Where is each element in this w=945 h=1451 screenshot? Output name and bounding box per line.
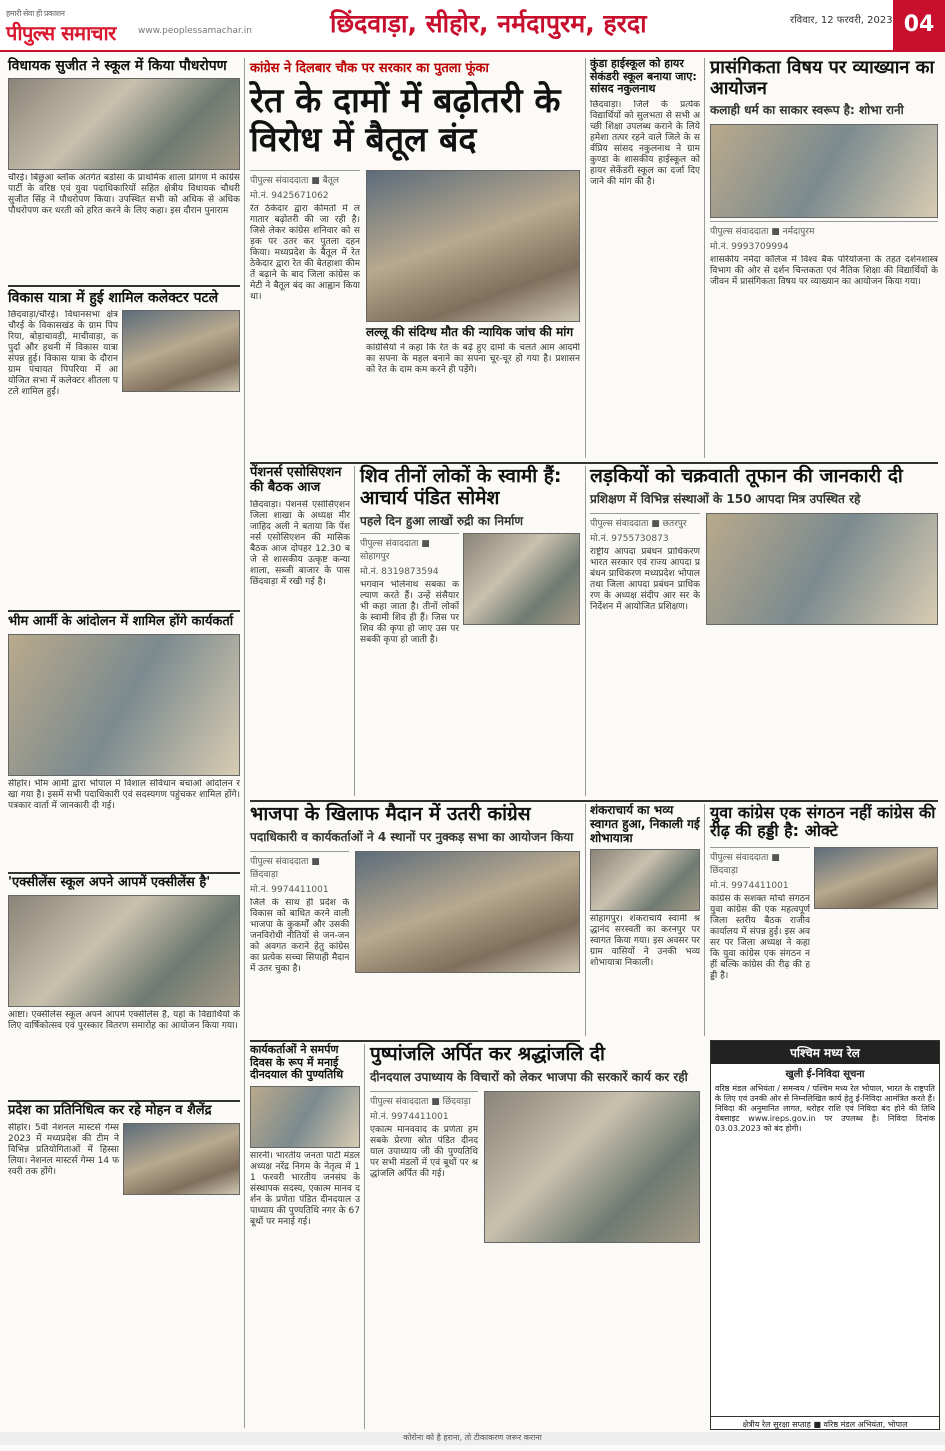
article-body: सारनी। भारतीय जनता पार्टी मंडल अध्यक्ष नरेंद्र निगम के नेतृत्व में 11 फरवरी भारतीय जनसंघ के संस्थापक सदस्य, एकात्म मानव दर्शन के प्रणेता पंडित दीनदयाल उपाध्याय की पुण्यतिथि नगर के 67 बूथों पर मनाई गई। [250,1150,360,1227]
news-photo [706,513,938,625]
headline: 'एक्सीलेंस स्कूल अपने आपमें एक्सीलेंस है' [8,875,211,890]
article-tree-planting [8,58,240,261]
article-betul-bandh [250,58,580,387]
headline: प्रासंगिकता विषय पर व्याख्यान का आयोजन [710,57,935,99]
mobile-number: मो.नं. 9974411001 [710,880,789,891]
mobile-number: मो.नं. 9755730873 [590,533,669,544]
article-body: एकात्म मानववाद के प्रणेता हम सबके प्रेरणा स्रोत पंडित दीनदयाल उपाध्याय जी की पुण्यतिथि पर सभी मंडलों में एवं बूथों पर श्रद्धांजलि अर्पित की गई। [370,1124,478,1179]
byline: पीपुल्स संवाददाता ■ बैतूल [250,170,360,186]
article-kunda-school [590,58,700,440]
byline: पीपुल्स संवाददाता ■ छिंदवाड़ा [370,1091,478,1107]
mobile-number: मो.नं. 9974411001 [370,1111,449,1122]
article-shiv-katha [360,466,580,760]
article-body: चौरई। बिछुआ ब्लॉक अंतर्गत बडोसा के प्राथमिक शाला प्रांगण में कांग्रेस पार्टी के वरिष्ठ एवं युवा पदाधिकारियों सहित क्षेत्रीय विधायक चौधरी सुजीत सिंह ने पौधरोपण किया। उपस्थित सभी को अधिक से अधिक पौधरोपण कर धरती को हरित करने के लिए कहा। इस दौरान पुनाराम [8,173,240,217]
article-body: सीहोर। भीम आर्मी द्वारा भोपाल में विशाल संविधान बचाओ आंदोलन रखा गया है। इसमें सभी पदाधिकारी एवं सदस्यगण पहुंचकर शामिल होंगे। पत्रकार वार्ता में जानकारी दी गई। [8,778,240,811]
mobile-number: मो.नं. 9425671062 [250,191,329,202]
logo-text: पीपुल्स समाचार [6,21,116,45]
article-body: छिंदवाड़ा। जिले के प्रत्येक विद्यार्थियों को सुलभता से सभी अच्छी शिक्षा उपलब्ध कराने के लिये हमेशा तत्पर रहने वाले जिले के सर्वप्रिय सांसद नकुलनाथ ने ग्राम कुण्डा के शासकीय हाईस्कूल को हायर सेकेंडरी स्कूल का दर्जा दिए जाने की मांग की है। [590,99,700,187]
issue-date: रविवार, 12 फरवरी, 2023 [790,15,893,26]
article-youth-congress [710,804,938,1014]
article-bhim-army [8,615,240,879]
article-samarpan-diwas [250,1044,360,1451]
headline: लड़कियों को चक्रवाती तूफान की जानकारी दी [590,465,903,487]
news-photo [123,1123,240,1195]
mobile-number: मो.नं. 8319873594 [360,566,439,577]
news-photo [590,849,700,911]
byline: पीपुल्स संवाददाता ■ सोहागपुर [360,533,459,562]
mobile-number: मो.नं. 9993709994 [710,242,789,253]
byline: पीपुल्स संवाददाता ■ छतरपुर [590,513,700,529]
article-body: छिंदवाड़ा/चौरई। विधानसभा क्षेत्र चौरई के विकासखंड के ग्राम पिपरिया, बोड़ाचावड़ी, माचीवाड़ा, कपुर्दा और हथनी में विकास यात्रा संपन्न हुई। विकास यात्रा के दौरान ग्राम पंचायत पिपरिया में आयोजित सभा में कलेक्टर शीतला पटले शामिल हुईं। [8,310,118,398]
article-cyclone-training [590,466,938,757]
news-photo [484,1091,700,1243]
news-photo [463,533,580,625]
mobile-number: मो.नं. 9974411001 [250,884,329,895]
news-photo [355,851,580,973]
article-body: सीहोर। 5वीं नेशनल मास्टर्स गेम्स 2023 में मध्यप्रदेश की टीम ने विभिन्न प्रतियोगिताओं में हिस्सा लिया। नेशनल मास्टर्स गेम्स 14 फरवरी तक होंगे। [8,1122,120,1177]
website-link[interactable]: www.peoplessamachar.in [138,26,252,36]
masthead [0,0,945,52]
article-body: आष्टा। एक्सीलेंस स्कूल अपने आपमें एक्सीलेंस है, यहां के विद्यार्थियों के लिए वार्षिकोत्सव एवं पुरस्कार वितरण समारोह का आयोजन किया गया। [8,1009,240,1031]
headline: कुंडा हाईस्कूल को हायर सेकंडरी स्कूल बनाया जाए: सांसद नकुलनाथ [590,57,697,96]
sub-headline: पदाधिकारी व कार्यकर्ताओं ने 4 स्थानों पर नुक्कड़ सभा का आयोजन किया [250,829,574,844]
article-body: रेत ठेकेदार द्वारा कीमतों में लगातार बढ़ोतरी की जा रही है। जिसे लेकर कांग्रेस शनिवार को सड़क पर उतर कर पुतला दहन किया। मध्यप्रदेश के बैतूल में रेत ठेकेदार द्वारा रेत की बेतहाशा कीमतें बढ़ाने के बाद जिला कांग्रेस कमेटी ने बैतूल बंद का आह्वान किया था। [250,204,360,303]
notice-footer: क्षेत्रीय रेल सुरक्षा सप्ताह ■ वरिष्ठ मंडल अभियंता, भोपाल [711,1416,939,1430]
notice-subheading: खुली ई-निविदा सूचना [785,1069,865,1080]
footer-slogan: कोरोना को है हराना, तो टीकाकरण जरूर कराना [0,1432,945,1445]
news-photo [8,634,240,776]
lead-headline: रेत के दामों में बढ़ोतरी के विरोध में बैतूल बंद [250,81,561,161]
railway-tender-notice [710,1040,940,1430]
byline: पीपुल्स संवाददाता ■ छिंदवाड़ा [710,847,810,876]
headline: भीम आर्मी के आंदोलन में शामिल होंगे कार्यकर्ता [8,614,234,629]
headline: पेंशनर्स एसोसिएशन की बैठक आज [250,465,342,495]
sub-headline: पहले दिन हुआ लाखों रुद्री का निर्माण [360,513,524,528]
article-body: भगवान भोलेनाथ सबका कल्याण करते हैं। उन्हें संसैयार भी कहा जाता है। तीनों लोकों के स्वामी शिव ही हैं। जिस पर शिव की कृपा हो जाए उस पर सबकी कृपा हो जाती है। [360,579,460,645]
sub-headline: कलाही धर्म का साकार स्वरूप है: शोभा रानी [710,103,904,118]
article-masters-games [8,1104,240,1438]
news-photo [250,1086,360,1148]
article-pushpanjali [370,1044,700,1405]
article-body: राष्ट्रीय आपदा प्रबंधन प्राधिकरण भारत सरकार एवं राज्य आपदा प्रबंधन प्राधिकरण मध्यप्रदेश भोपाल तथा जिला आपदा प्रबंधन प्राधिकरण के अध्यक्ष संदीप आर सर के निर्देशन में आयोजित प्रशिक्षण। [590,546,700,612]
article-collector-yatra [8,290,240,600]
sub-headline: दीनदयाल उपाध्याय के विचारों को लेकर भाजपा की सरकारें कार्य कर रही [370,1069,688,1084]
caption-body: कांग्रेसियों ने कहा कि रेत के बढ़े हुए दामों के चलते आम आदमी का सपना के महल बनाने का सपना चूर-चूर हो गया है। प्रशासन को रेत के दाम कम करने ही पड़ेंगे। [366,342,580,375]
news-photo [366,170,580,322]
article-congress-nukkad [250,804,580,1038]
article-pensioners [250,466,350,820]
headline: विकास यात्रा में हुई शामिल कलेक्टर पटले [8,290,219,306]
article-excellence-school [8,876,240,1100]
article-body: जिले के साथ ही प्रदेश के विकास को बाधित करने वाली भाजपा के कुकर्मों और उसकी जनविरोधी नीतियों से जन-जन को अवगत कराने हेतु कांग्रेस का प्रत्येक सच्चा सिपाही मैदान में उतर चुका है। [250,897,350,974]
article-shankaracharya [590,804,700,1034]
page-number: 04 [893,0,945,50]
notice-body: वरिष्ठ मंडल अभियंता / समन्वय / पश्चिम मध्य रेल भोपाल, भारत के राष्ट्रपति के लिए एवं उनकी ओर से निम्नलिखित कार्य हेतु ई-निविदा आमंत्रित करते हैं। निविदा की अनुमानित लागत, धरोहर राशि एवं निविदा बंद होने की तिथि वेबसाइट www.ireps.gov.in पर उपलब्ध है। निविदा दिनांक 03.03.2023 को बंद होगी। [715,1084,935,1133]
headline: भाजपा के खिलाफ मैदान में उतरी कांग्रेस [250,803,531,825]
region-title: छिंदवाड़ा, सीहोर, नर्मदापुरम, हरदा [330,9,647,38]
news-photo [8,895,240,1007]
news-photo [814,847,938,909]
tagline: हमारी सेवा ही प्रकाशन [6,9,65,18]
headline: प्रदेश का प्रतिनिधित्व कर रहे मोहन व शैलेंद्र [8,1103,212,1118]
headline: विधायक सुजीत ने स्कूल में किया पौधरोपण [8,58,227,74]
article-body: छिंदवाड़ा। पेंशनर्स एसोसिएशन जिला शाखा के अध्यक्ष मीर जाहिद अली ने बताया कि पेंशनर्स एसोसिएशन की मासिक बैठक आज दोपहर 12.30 बजे से शासकीय उत्कृष्ट कन्या शाला, सब्जी बाजार के पास छिंदवाड़ा में रखी गई है। [250,499,350,587]
headline: शिव तीनों लोकों के स्वामी हैं: आचार्य पंडित सोमेश [360,465,562,509]
byline: पीपुल्स संवाददाता ■ छिंदवाड़ा [250,851,349,880]
headline: पुष्पांजलि अर्पित कर श्रद्धांजलि दी [370,1043,605,1065]
news-photo [8,78,240,170]
article-body: शासकीय नर्मदा कॉलेज में विश्व बैंक परियोजना के तहत दर्शनशास्त्र विभाग की ओर से दर्शन चिन्तकता एवं नैतिक शिक्षा की विद्यार्थियों के जीवन में प्रासंगिकता विषय पर व्याख्यान का आयोजन किया गया। [710,255,938,288]
sub-headline: प्रशिक्षण में विभिन्न संस्थाओं के 150 आपदा मित्र उपस्थित रहे [590,491,861,506]
kicker: कांग्रेस ने दिलबार चौक पर सरकार का पुतला फूंका [250,61,489,76]
notice-heading: पश्चिम मध्य रेल [711,1041,939,1064]
headline: युवा कांग्रेस एक संगठन नहीं कांग्रेस की रीढ़ की हड्डी है: ओक्टे [710,803,936,841]
photo-caption-headline: लल्लू की संदिग्ध मौत की न्यायिक जांच की मांग [366,325,574,340]
byline: पीपुल्स संवाददाता ■ नर्मदापुरम [710,221,938,237]
headline: कार्यकर्ताओं ने समर्पण दिवस के रूप में मनाई दीनदयाल की पुण्यतिथि [250,1043,344,1082]
news-photo [122,310,240,392]
newspaper-logo [6,8,116,46]
article-body: कांग्रेस के सशक्त मोर्चा संगठन युवा कांग्रेस की एक महत्वपूर्ण जिला स्तरीय बैठक राजीव कार्यालय में संपन्न हुई। इस अवसर पर जिला अध्यक्ष ने कहा कि युवा कांग्रेस एक संगठन नहीं बल्कि कांग्रेस की रीढ़ की हड्डी है। [710,893,810,981]
article-body: सोहागपुर। शंकराचार्य स्वामी श्रद्धानंद सरस्वती का करनपुर पर स्वागत किया गया। इस अवसर पर ग्राम वासियों ने उनकी भव्य शोभायात्रा निकाली। [590,914,700,969]
news-photo [710,124,938,218]
headline: शंकराचार्य का भव्य स्वागत हुआ, निकाली गई शोभायात्रा [590,803,700,845]
article-lecture [710,58,938,423]
